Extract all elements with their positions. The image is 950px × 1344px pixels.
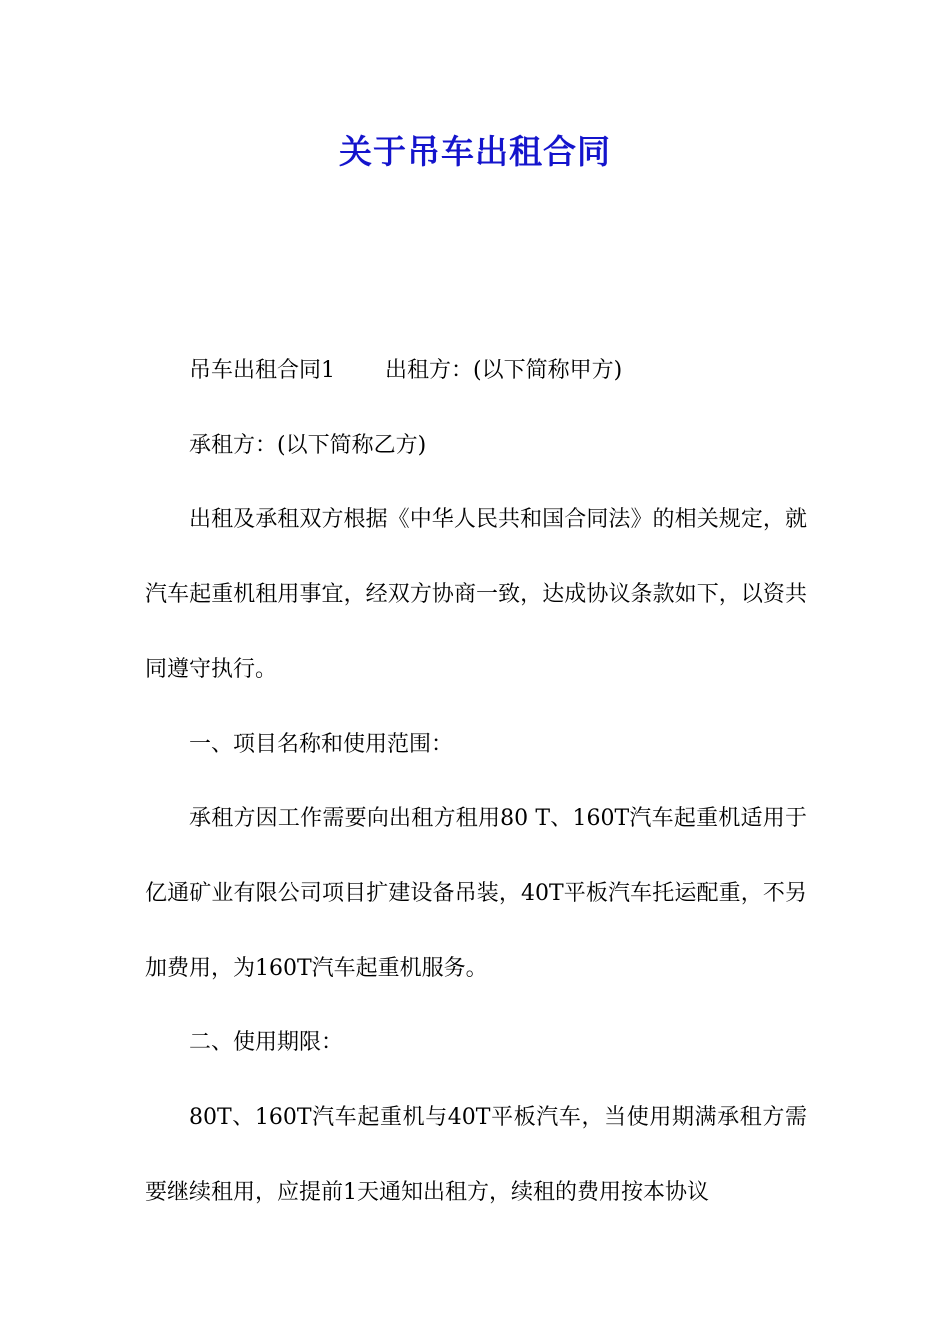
contract-number-label: 吊车出租合同1 [189,358,335,383]
paragraph-project-scope: 承租方因工作需要向出租方租用80 T、160T汽车起重机适用于亿通矿业有限公司项目扩建设备吊装，40T平板汽车托运配重，不另加费用，为160T汽车起重机服务。 [145,806,807,981]
section-heading-term: 二、使用期限： [189,1030,344,1056]
paragraph-preamble: 出租及承租双方根据《中华人民共和国合同法》的相关规定，就汽车起重机租用事宜，经双方协商一致，达成协议条款如下，以资共同遵守执行。 [145,507,807,682]
section-heading-project-scope: 一、项目名称和使用范围： [189,731,454,757]
paragraph-lessee: 承租方：(以下简称乙方) [189,432,427,458]
lessor-label: 出租方：(以下简称甲方) [385,358,623,383]
document-body [145,334,807,1230]
document-title: 关于吊车出租合同 [339,132,611,171]
paragraph-term: 80T、160T汽车起重机与40T平板汽车，当使用期满承租方需要继续租用，应提前1天通知出租方，续租的费用按本协议 [145,1105,807,1205]
paragraph-contract-header [145,334,807,409]
